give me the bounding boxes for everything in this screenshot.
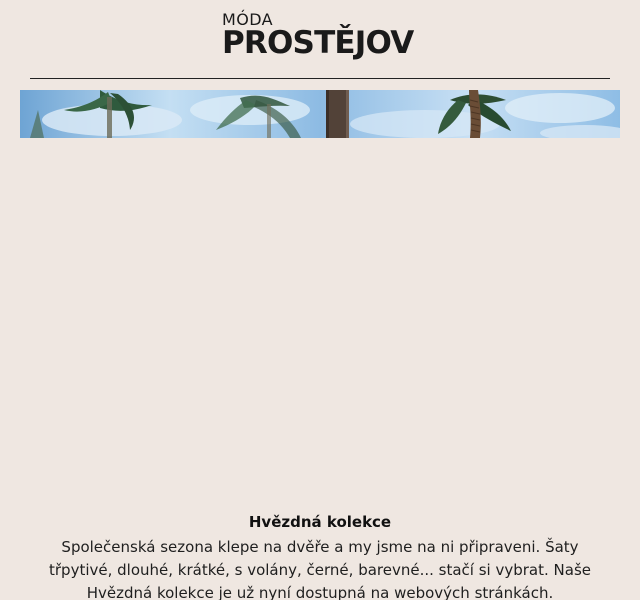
hero-banner-image[interactable] bbox=[20, 90, 620, 138]
brand-logo[interactable] bbox=[222, 12, 432, 62]
palm-tree-photo bbox=[20, 90, 620, 138]
brand-logo-line2: PROSTĚJOV bbox=[222, 25, 414, 61]
brand-logo-line1: MÓDA bbox=[222, 10, 273, 29]
header-divider bbox=[30, 78, 610, 79]
article-text: Společenská sezona klepe na dvěře a my jsme na ni připraveni. Šaty třpytivé, dlouhé, krátké, s volány, černé, barevné... stačí si vybrat. Naše Hvězdná kolekce je už nyní dostupná na webových stránkách. bbox=[49, 538, 591, 600]
article-title: Hvězdná kolekce bbox=[248, 513, 392, 531]
